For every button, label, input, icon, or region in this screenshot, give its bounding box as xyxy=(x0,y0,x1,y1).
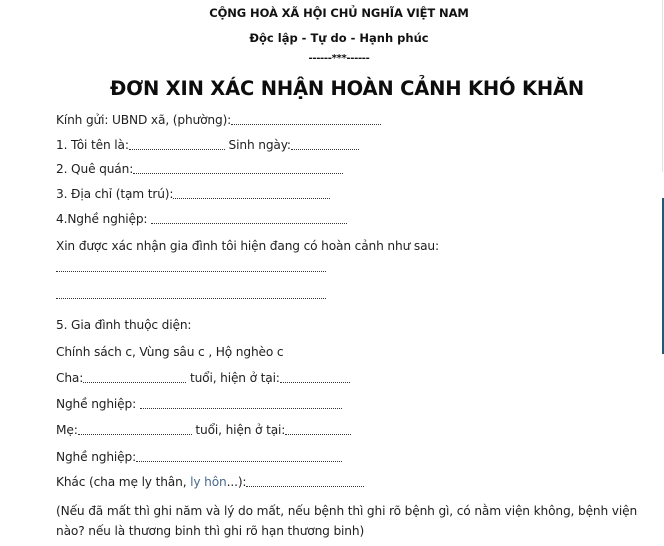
mother-occupation-line xyxy=(56,450,342,464)
address-blank[interactable] xyxy=(173,188,330,199)
father-name-blank[interactable] xyxy=(83,372,186,383)
national-motto: Độc lập - Tự do - Hạnh phúc xyxy=(249,31,429,45)
mother-label: Mẹ: xyxy=(56,423,78,437)
mother-occupation-blank[interactable] xyxy=(136,451,342,462)
other-line xyxy=(56,475,364,489)
mother-age-address-label: tuổi, hiện ở tại: xyxy=(191,423,286,437)
instruction-note: (Nếu đã mất thì ghi năm và lý do mất, nếu bệnh thì ghi rõ bệnh gì, có nằm viện không, bệnh viện nào? nếu là thương binh thì ghi rõ hạn thương binh) xyxy=(56,504,638,538)
occupation-line xyxy=(56,212,347,226)
father-label: Cha: xyxy=(56,371,84,385)
divorce-link[interactable]: ly hôn xyxy=(190,475,227,489)
address-label: 3. Địa chỉ (tạm trú): xyxy=(56,187,174,201)
hometown-blank[interactable] xyxy=(133,163,343,174)
father-occupation-line xyxy=(56,397,342,411)
name-line xyxy=(56,138,359,152)
occupation-blank[interactable] xyxy=(151,213,347,224)
address-line xyxy=(56,187,330,201)
recipient-line xyxy=(56,113,381,127)
recipient-blank[interactable] xyxy=(231,114,381,125)
dob-blank[interactable] xyxy=(291,139,359,150)
mother-name-blank[interactable] xyxy=(78,424,192,435)
mother-address-blank[interactable] xyxy=(285,424,351,435)
hometown-label: 2. Quê quán: xyxy=(56,162,134,176)
header-separator: ------***------ xyxy=(308,53,370,64)
other-label-prefix: Khác (cha mẹ ly thân, xyxy=(56,475,191,489)
other-blank[interactable] xyxy=(246,476,364,487)
category-label: 5. Gia đình thuộc diện: xyxy=(56,318,192,332)
page-edge-divider xyxy=(662,0,663,172)
name-blank[interactable] xyxy=(129,139,225,150)
father-occupation-label: Nghề nghiệp: xyxy=(56,397,140,411)
dob-label: Sinh ngày: xyxy=(228,138,291,152)
category-options[interactable]: Chính sách c, Vùng sâu c , Hộ nghèo c xyxy=(56,345,284,359)
national-title: CỘNG HOÀ XÃ HỘI CHỦ NGHĨA VIỆT NAM xyxy=(209,6,469,20)
mother-occupation-label: Nghề nghiệp: xyxy=(56,450,137,464)
occupation-label: 4.Nghề nghiệp: xyxy=(56,212,152,226)
situation-blank-1[interactable] xyxy=(56,270,326,272)
father-line xyxy=(56,371,350,385)
mother-line xyxy=(56,423,351,437)
father-occupation-blank[interactable] xyxy=(140,398,342,409)
other-label-suffix: ...): xyxy=(226,475,247,489)
name-label: 1. Tôi tên là: xyxy=(56,138,129,152)
father-age-address-label: tuổi, hiện ở tại: xyxy=(186,371,280,385)
father-address-blank[interactable] xyxy=(280,372,350,383)
request-line: Xin được xác nhận gia đình tôi hiện đang có hoàn cảnh như sau: xyxy=(56,239,439,253)
situation-blank-2[interactable] xyxy=(56,297,326,299)
recipient-label: Kính gửi: UBND xã, (phường): xyxy=(56,113,232,127)
document-title: ĐƠN XIN XÁC NHẬN HOÀN CẢNH KHÓ KHĂN xyxy=(110,77,584,100)
hometown-line xyxy=(56,162,343,176)
